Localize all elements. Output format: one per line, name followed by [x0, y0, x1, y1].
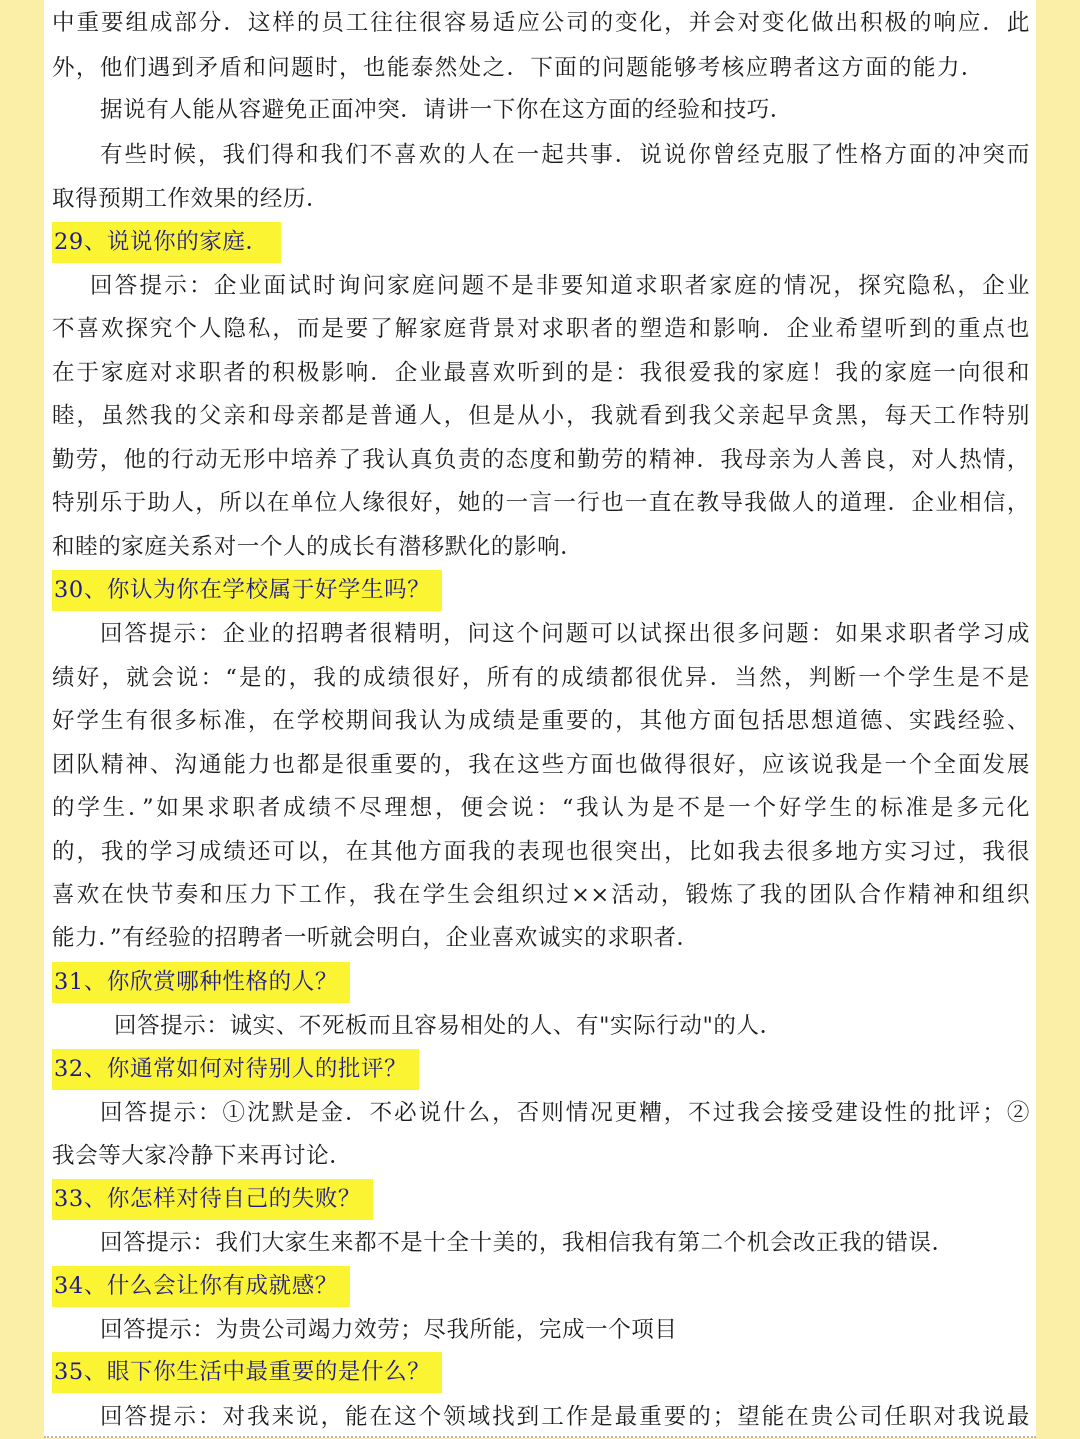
answer-line: 回答提示：①沈默是金．不必说什么，否则情况更糟，不过我会接受建设性的批评；② — [100, 1100, 1030, 1126]
answer-line: 喜欢在快节奏和压力下工作，我在学生会组织过××活动，锻炼了我的团队合作精神和组织 — [52, 882, 1030, 908]
question-heading-29: 29、说说你的家庭． — [52, 222, 281, 263]
intro-line: 中重要组成部分．这样的员工往往很容易适应公司的变化，并会对变化做出积极的响应．此 — [52, 10, 1030, 36]
question-heading-30: 30、你认为你在学校属于好学生吗？ — [52, 570, 442, 611]
answer-line: 回答提示：我们大家生来都不是十全十美的，我相信我有第二个机会改正我的错误． — [100, 1230, 955, 1256]
answer-line: 特别乐于助人，所以在单位人缘很好，她的一言一行也一直在教导我做人的道理．企业相信， — [52, 490, 1030, 516]
answer-line: 团队精神、沟通能力也都是很重要的，我在这些方面也做得很好，应该说我是一个全面发展 — [52, 752, 1030, 778]
intro-line: 取得预期工作效果的经历． — [52, 186, 330, 212]
answer-line: 睦，虽然我的父亲和母亲都是普通人，但是从小，我就看到我父亲起早贪黑，每天工作特别 — [52, 403, 1030, 429]
answer-line: 好学生有很多标准，在学校期间我认为成绩是重要的，其他方面包括思想道德、实践经验、 — [52, 708, 1030, 734]
answer-line: 绩好，就会说：“是的，我的成绩很好，所有的成绩都很优异．当然，判断一个学生是不是 — [52, 665, 1030, 691]
answer-line: 不喜欢探究个人隐私，而是要了解家庭背景对求职者的塑造和影响．企业希望听到的重点也 — [52, 316, 1030, 342]
page-bottom-edge — [44, 1432, 1036, 1438]
answer-line: 回答提示：诚实、不死板而且容易相处的人、有"实际行动"的人． — [114, 1013, 783, 1039]
question-heading-34: 34、什么会让你有成就感？ — [52, 1266, 350, 1307]
answer-line: 能力．”有经验的招聘者一听就会明白，企业喜欢诚实的求职者． — [52, 925, 700, 951]
document-page — [44, 0, 1036, 1438]
answer-line: 在于家庭对求职者的积极影响．企业最喜欢听到的是：我很爱我的家庭！我的家庭一向很和 — [52, 360, 1030, 386]
intro-line: 外，他们遇到矛盾和问题时，也能泰然处之．下面的问题能够考核应聘者这方面的能力． — [52, 55, 984, 81]
question-heading-31: 31、你欣赏哪种性格的人？ — [52, 962, 350, 1003]
answer-line: 勤劳，他的行动无形中培养了我认真负责的态度和勤劳的精神．我母亲为人善良，对人热情， — [52, 447, 1030, 473]
answer-line: 我会等大家冷静下来再讨论． — [52, 1143, 353, 1169]
answer-line: 和睦的家庭关系对一个人的成长有潜移默化的影响． — [52, 534, 584, 560]
answer-line: 回答提示：为贵公司竭力效劳；尽我所能，完成一个项目 — [100, 1317, 678, 1343]
intro-line: 有些时候，我们得和我们不喜欢的人在一起共事．说说你曾经克服了性格方面的冲突而 — [100, 142, 1030, 168]
intro-line: 据说有人能从容避免正面冲突．请讲一下你在这方面的经验和技巧． — [100, 97, 794, 123]
answer-line: 的，我的学习成绩还可以，在其他方面我的表现也很突出，比如我去很多地方实习过，我很 — [52, 839, 1030, 865]
answer-line: 回答提示：企业面试时询问家庭问题不是非要知道求职者家庭的情况，探究隐私，企业 — [90, 273, 1030, 299]
question-heading-32: 32、你通常如何对待别人的批评？ — [52, 1049, 419, 1090]
answer-line: 回答提示：对我来说，能在这个领域找到工作是最重要的；望能在贵公司任职对我说最 — [100, 1404, 1030, 1430]
question-heading-35: 35、眼下你生活中最重要的是什么？ — [52, 1352, 442, 1393]
question-heading-33: 33、你怎样对待自己的失败？ — [52, 1179, 373, 1220]
answer-line: 回答提示：企业的招聘者很精明，问这个问题可以试探出很多问题：如果求职者学习成 — [100, 621, 1030, 647]
answer-line: 的学生．”如果求职者成绩不尽理想，便会说：“我认为是不是一个好学生的标准是多元化 — [52, 795, 1030, 821]
